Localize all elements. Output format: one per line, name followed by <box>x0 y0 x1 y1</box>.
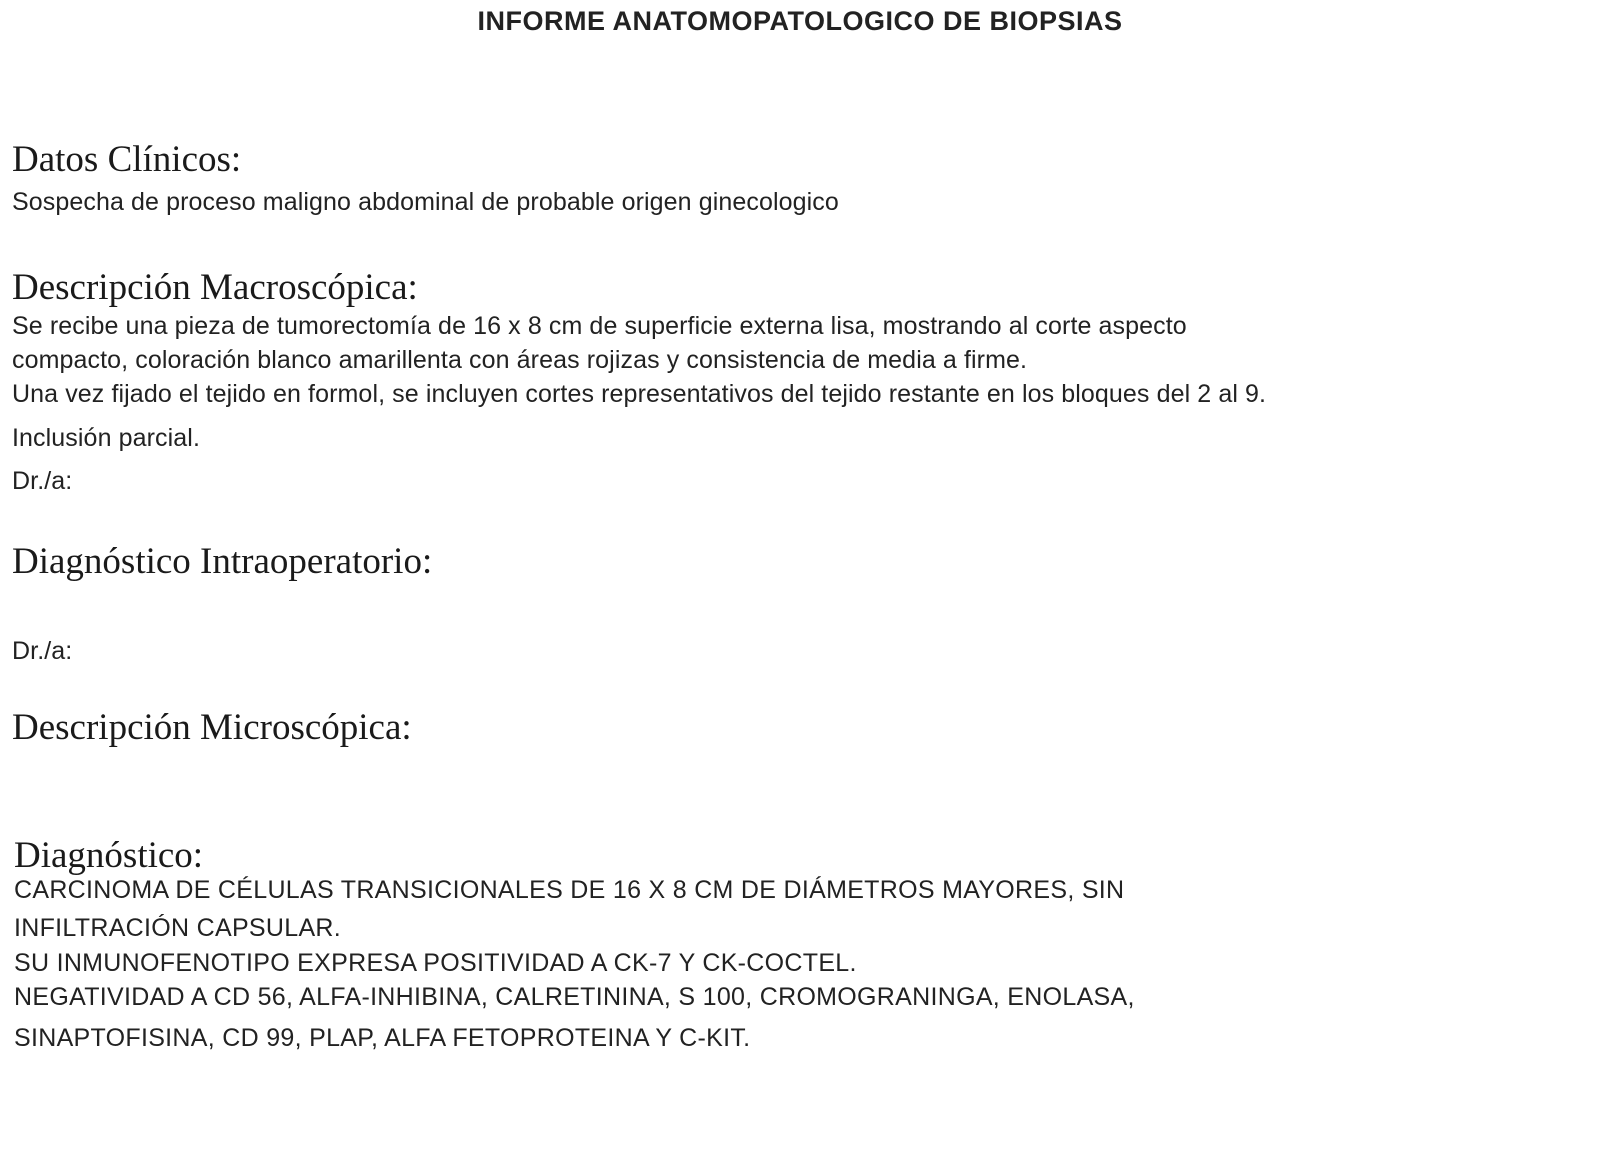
report-title: INFORME ANATOMOPATOLOGICO DE BIOPSIAS <box>477 6 1123 36</box>
diagnostico-line: SINAPTOFISINA, CD 99, PLAP, ALFA FETOPROTEINA Y C-KIT. <box>14 1024 751 1052</box>
microscopica-heading: Descripción Microscópica: <box>12 707 412 748</box>
diagnostico-line: INFILTRACIÓN CAPSULAR. <box>14 914 342 942</box>
macroscopica-line: Se recibe una pieza de tumorectomía de 16 x 8 cm de superficie externa lisa, mostrando al corte aspecto <box>12 312 1187 340</box>
macroscopica-line: compacto, coloración blanco amarillenta con áreas rojizas y consistencia de media a firme. <box>12 346 1028 374</box>
intraoperatorio-doctor-label: Dr./a: <box>12 637 73 665</box>
macroscopica-line: Inclusión parcial. <box>12 424 201 452</box>
intraoperatorio-heading: Diagnóstico Intraoperatorio: <box>12 541 433 582</box>
diagnostico-line: CARCINOMA DE CÉLULAS TRANSICIONALES DE 16 X 8 CM DE DIÁMETROS MAYORES, SIN <box>14 876 1125 904</box>
datos-clinicos-heading: Datos Clínicos: <box>12 139 242 180</box>
diagnostico-line: NEGATIVIDAD A CD 56, ALFA-INHIBINA, CALRETININA, S 100, CROMOGRANINGA, ENOLASA, <box>14 983 1135 1011</box>
datos-clinicos-text: Sospecha de proceso maligno abdominal de probable origen ginecologico <box>12 188 839 216</box>
macroscopica-heading: Descripción Macroscópica: <box>12 267 418 308</box>
diagnostico-heading: Diagnóstico: <box>14 835 204 876</box>
diagnostico-line: SU INMUNOFENOTIPO EXPRESA POSITIVIDAD A CK-7 Y CK-COCTEL. <box>14 949 857 977</box>
macroscopica-doctor-label: Dr./a: <box>12 467 73 495</box>
macroscopica-line: Una vez fijado el tejido en formol, se incluyen cortes representativos del tejido restante en los bloques del 2 al 9. <box>12 380 1267 408</box>
